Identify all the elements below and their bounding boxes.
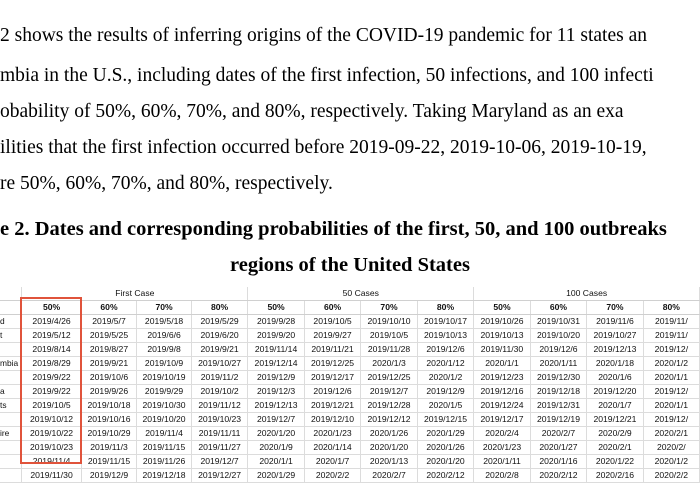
date-cell: 2020/1/11 [474, 455, 530, 469]
date-cell: 2020/1/2 [417, 371, 473, 385]
date-cell: 2019/12/19 [530, 413, 586, 427]
date-cell: 2020/1/1 [474, 357, 530, 371]
date-cell: 2020/2/7 [530, 427, 586, 441]
table-row [0, 385, 700, 399]
date-cell: 2019/12/ [643, 343, 699, 357]
date-cell: 2019/12/6 [530, 343, 586, 357]
row-label: ts [0, 399, 22, 413]
date-cell: 2020/1/20 [248, 427, 304, 441]
group-header-row [0, 287, 700, 301]
date-cell: 2020/2/8 [474, 469, 530, 483]
date-cell: 2019/11/3 [81, 441, 137, 455]
date-cell: 2019/12/28 [361, 399, 417, 413]
date-cell: 2019/12/31 [530, 399, 586, 413]
date-cell: 2019/5/7 [81, 315, 137, 329]
date-cell: 2019/5/25 [81, 329, 137, 343]
row-label [0, 371, 22, 385]
date-cell: 2019/11/ [643, 315, 699, 329]
percentage-header: 70% [587, 301, 643, 315]
date-cell: 2019/12/7 [248, 413, 304, 427]
row-label [0, 455, 22, 469]
date-cell: 2019/10/5 [22, 399, 81, 413]
date-cell: 2019/10/5 [361, 329, 417, 343]
percentage-header: 50% [248, 301, 304, 315]
percentage-header: 50% [474, 301, 530, 315]
group-header-100-cases: 100 Cases [474, 287, 700, 301]
date-cell: 2019/12/25 [304, 357, 360, 371]
percentage-header: 80% [417, 301, 473, 315]
date-cell: 2019/12/30 [530, 371, 586, 385]
date-cell: 2019/12/23 [474, 371, 530, 385]
date-cell: 2019/8/27 [81, 343, 137, 357]
date-cell: 2019/12/21 [587, 413, 643, 427]
date-cell: 2019/9/22 [22, 371, 81, 385]
group-header-first-case: First Case [22, 287, 248, 301]
date-cell: 2020/2/9 [587, 427, 643, 441]
percentage-header: 70% [361, 301, 417, 315]
row-label [0, 469, 22, 483]
date-cell: 2019/12/13 [248, 399, 304, 413]
date-cell: 2019/12/7 [361, 385, 417, 399]
date-cell: 2020/1/26 [417, 441, 473, 455]
date-cell: 2019/10/27 [587, 329, 643, 343]
date-cell: 2019/9/28 [248, 315, 304, 329]
date-cell: 2020/2/2 [643, 469, 699, 483]
date-cell: 2020/2/7 [361, 469, 417, 483]
percentage-header: 80% [643, 301, 699, 315]
percentage-header: 50% [22, 301, 81, 315]
date-cell: 2019/11/26 [137, 455, 192, 469]
date-cell: 2019/12/24 [474, 399, 530, 413]
date-cell: 2019/12/17 [304, 371, 360, 385]
date-cell: 2019/10/10 [361, 315, 417, 329]
date-cell: 2019/11/30 [474, 343, 530, 357]
date-cell: 2020/2/4 [474, 427, 530, 441]
date-cell: 2019/12/6 [304, 385, 360, 399]
date-cell: 2019/10/13 [417, 329, 473, 343]
date-cell: 2019/12/27 [191, 469, 247, 483]
date-cell: 2020/1/5 [417, 399, 473, 413]
date-cell: 2020/1/13 [361, 455, 417, 469]
row-label [0, 343, 22, 357]
row-label [0, 441, 22, 455]
date-cell: 2020/1/20 [417, 455, 473, 469]
date-cell: 2019/10/13 [474, 329, 530, 343]
date-cell: 2019/10/9 [137, 357, 192, 371]
date-cell: 2019/12/16 [474, 385, 530, 399]
date-cell: 2019/10/31 [530, 315, 586, 329]
date-cell: 2019/11/4 [137, 427, 192, 441]
date-cell: 2019/10/5 [304, 315, 360, 329]
date-cell: 2020/1/16 [530, 455, 586, 469]
date-cell: 2019/4/26 [22, 315, 81, 329]
date-cell: 2019/12/21 [304, 399, 360, 413]
date-cell: 2019/10/26 [474, 315, 530, 329]
percentage-header-row [0, 301, 700, 315]
date-cell: 2019/10/2 [191, 385, 247, 399]
date-cell: 2019/5/12 [22, 329, 81, 343]
date-cell: 2019/9/21 [191, 343, 247, 357]
date-cell: 2019/10/16 [81, 413, 137, 427]
date-cell: 2019/9/27 [304, 329, 360, 343]
percentage-header: 60% [304, 301, 360, 315]
percentage-header: 70% [137, 301, 192, 315]
percentage-header: 80% [191, 301, 247, 315]
table-row [0, 343, 700, 357]
paragraph-line: 2 shows the results of inferring origins of the COVID-19 pandemic for 11 states an [0, 25, 647, 46]
date-cell: 2020/1/29 [417, 427, 473, 441]
date-cell: 2019/10/19 [137, 371, 192, 385]
table-caption-line-1: e 2. Dates and corresponding probabilities of the first, 50, and 100 outbreaks [0, 218, 667, 240]
date-cell: 2019/11/15 [137, 441, 192, 455]
paragraph-line: obability of 50%, 60%, 70%, and 80%, respectively. Taking Maryland as an exa [0, 101, 624, 122]
date-cell: 2020/1/23 [474, 441, 530, 455]
date-cell: 2019/10/17 [417, 315, 473, 329]
table-row [0, 441, 700, 455]
date-cell: 2019/6/20 [191, 329, 247, 343]
percentage-header: 60% [81, 301, 137, 315]
date-cell: 2019/12/10 [304, 413, 360, 427]
date-cell: 2019/12/18 [530, 385, 586, 399]
date-cell: 2019/11/2 [191, 371, 247, 385]
paragraph-line: mbia in the U.S., including dates of the first infection, 50 infections, and 100 infecti [0, 65, 654, 86]
date-cell: 2020/1/18 [587, 357, 643, 371]
date-cell: 2020/1/20 [361, 441, 417, 455]
date-cell: 2019/9/29 [137, 385, 192, 399]
table-caption-line-2: regions of the United States [230, 254, 470, 276]
date-cell: 2019/10/22 [22, 427, 81, 441]
date-cell: 2019/8/29 [22, 357, 81, 371]
date-cell: 2019/11/4 [22, 455, 81, 469]
date-cell: 2019/9/8 [137, 343, 192, 357]
date-cell: 2019/12/20 [587, 385, 643, 399]
date-cell: 2019/12/14 [248, 357, 304, 371]
date-cell: 2019/12/9 [417, 385, 473, 399]
date-cell: 2019/11/ [643, 329, 699, 343]
table-row [0, 455, 700, 469]
date-cell: 2020/1/11 [530, 357, 586, 371]
paragraph-line: re 50%, 60%, 70%, and 80%, respectively. [0, 173, 333, 194]
date-cell: 2020/1/29 [248, 469, 304, 483]
date-cell: 2019/9/26 [81, 385, 137, 399]
date-cell: 2019/11/30 [22, 469, 81, 483]
date-cell: 2019/11/15 [81, 455, 137, 469]
date-cell: 2019/12/ [643, 413, 699, 427]
date-cell: 2020/1/6 [587, 371, 643, 385]
date-cell: 2020/1/12 [417, 357, 473, 371]
row-label: a [0, 385, 22, 399]
date-cell: 2019/12/ [643, 385, 699, 399]
table-row [0, 399, 700, 413]
date-cell: 2020/1/23 [304, 427, 360, 441]
date-cell: 2019/9/22 [22, 385, 81, 399]
date-cell: 2019/12/9 [81, 469, 137, 483]
date-cell: 2019/12/9 [248, 371, 304, 385]
row-label: ire [0, 427, 22, 441]
date-cell: 2020/2/2 [304, 469, 360, 483]
date-cell: 2020/2/12 [530, 469, 586, 483]
date-cell: 2019/5/29 [191, 315, 247, 329]
date-cell: 2020/1/3 [361, 357, 417, 371]
date-cell: 2020/1/7 [587, 399, 643, 413]
date-cell: 2019/12/12 [361, 413, 417, 427]
row-label: d [0, 315, 22, 329]
date-cell: 2020/2/16 [587, 469, 643, 483]
date-cell: 2019/11/27 [191, 441, 247, 455]
date-cell: 2020/1/1 [643, 371, 699, 385]
table-row [0, 315, 700, 329]
date-cell: 2019/12/7 [191, 455, 247, 469]
date-cell: 2019/6/6 [137, 329, 192, 343]
row-label: t [0, 329, 22, 343]
date-cell: 2019/12/15 [417, 413, 473, 427]
date-cell: 2019/10/23 [22, 441, 81, 455]
date-cell: 2019/10/20 [530, 329, 586, 343]
date-cell: 2019/10/30 [137, 399, 192, 413]
date-cell: 2019/12/18 [137, 469, 192, 483]
date-cell: 2019/12/13 [587, 343, 643, 357]
date-cell: 2019/10/27 [191, 357, 247, 371]
date-cell: 2020/1/27 [530, 441, 586, 455]
date-cell: 2020/1/14 [304, 441, 360, 455]
date-cell: 2020/1/2 [643, 455, 699, 469]
row-label: mbia [0, 357, 22, 371]
date-cell: 2020/1/9 [248, 441, 304, 455]
table-row [0, 427, 700, 441]
date-cell: 2020/2/12 [417, 469, 473, 483]
date-cell: 2019/10/18 [81, 399, 137, 413]
date-cell: 2019/11/12 [191, 399, 247, 413]
date-cell: 2019/12/25 [361, 371, 417, 385]
date-cell: 2019/12/6 [417, 343, 473, 357]
date-cell: 2019/8/14 [22, 343, 81, 357]
date-cell: 2020/2/ [643, 441, 699, 455]
date-cell: 2019/11/21 [304, 343, 360, 357]
date-cell: 2019/5/18 [137, 315, 192, 329]
date-cell: 2019/11/11 [191, 427, 247, 441]
table-row [0, 469, 700, 483]
date-cell: 2019/11/14 [248, 343, 304, 357]
date-cell: 2019/9/20 [248, 329, 304, 343]
date-cell: 2019/10/20 [137, 413, 192, 427]
date-cell: 2019/10/29 [81, 427, 137, 441]
table-row [0, 371, 700, 385]
date-cell: 2019/12/3 [248, 385, 304, 399]
date-cell: 2020/2/1 [643, 427, 699, 441]
date-cell: 2019/11/6 [587, 315, 643, 329]
date-cell: 2020/1/2 [643, 357, 699, 371]
date-cell: 2020/1/1 [248, 455, 304, 469]
date-cell: 2019/12/17 [474, 413, 530, 427]
group-header-50-cases: 50 Cases [248, 287, 474, 301]
date-cell: 2019/10/12 [22, 413, 81, 427]
date-cell: 2020/1/26 [361, 427, 417, 441]
date-cell: 2020/1/7 [304, 455, 360, 469]
date-cell: 2020/2/1 [587, 441, 643, 455]
date-cell: 2019/10/23 [191, 413, 247, 427]
table-row [0, 357, 700, 371]
date-cell: 2020/1/1 [643, 399, 699, 413]
results-table [0, 287, 700, 483]
percentage-header: 60% [530, 301, 586, 315]
date-cell: 2019/11/28 [361, 343, 417, 357]
date-cell: 2020/1/22 [587, 455, 643, 469]
paragraph-line: ilities that the first infection occurred before 2019-09-22, 2019-10-06, 2019-10-19, [0, 137, 647, 158]
row-label [0, 413, 22, 427]
date-cell: 2019/9/21 [81, 357, 137, 371]
date-cell: 2019/10/6 [81, 371, 137, 385]
table-row [0, 329, 700, 343]
table-row [0, 413, 700, 427]
